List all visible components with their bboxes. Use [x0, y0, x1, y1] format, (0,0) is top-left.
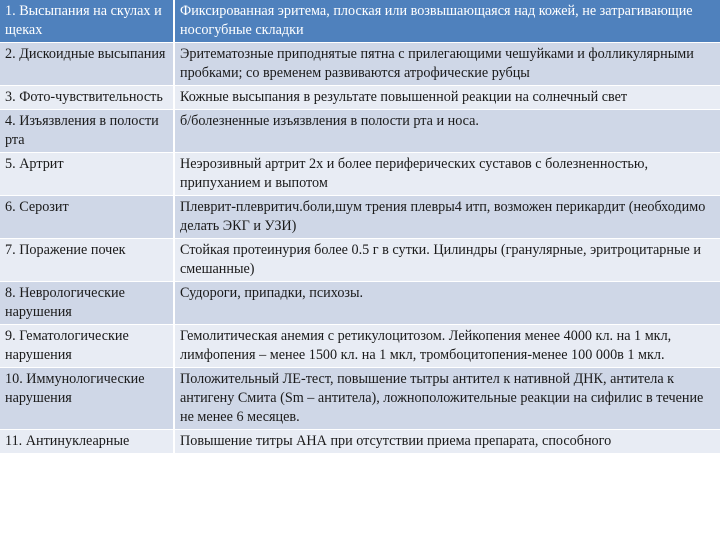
criterion-cell: 10. Иммунологические нарушения: [0, 368, 174, 430]
criterion-cell: 2. Дискоидные высыпания: [0, 43, 174, 86]
description-cell: Положительный ЛЕ-тест, повышение тытры антител к нативной ДНК, антитела к антигену Смита (Sm – антитела), ложноположительные реакции на сифилис в течение не менее 6 месяцев.: [174, 368, 720, 430]
table-row: [0, 430, 720, 454]
criterion-cell: 1. Высыпания на скулах и щеках: [0, 0, 174, 43]
table-row: [0, 239, 720, 282]
criterion-cell: 5. Артрит: [0, 153, 174, 196]
criterion-cell: 3. Фото-чувствительность: [0, 86, 174, 110]
table-row: [0, 86, 720, 110]
table-row: [0, 325, 720, 368]
table-row: [0, 0, 720, 43]
description-cell: б/болезненные изъязвления в полости рта и носа.: [174, 110, 720, 153]
table-row: [0, 282, 720, 325]
description-cell: Гемолитическая анемия с ретикулоцитозом. Лейкопения менее 4000 кл. на 1 мкл, лимфопения – менее 1500 кл. на 1 мкл, тромбоцитопения-менее 100 000в 1 мкл.: [174, 325, 720, 368]
table-row: [0, 368, 720, 430]
description-cell: Плеврит-плевритич.боли,шум трения плевры4 итп, возможен перикардит (необходимо делать ЭКГ и УЗИ): [174, 196, 720, 239]
description-cell: Неэрозивный артрит 2х и более периферических суставов с болезненностью, припуханием и выпотом: [174, 153, 720, 196]
criterion-cell: 4. Изъязвления в полости рта: [0, 110, 174, 153]
criterion-cell: 11. Антинуклеарные: [0, 430, 174, 454]
table-row: [0, 110, 720, 153]
table-row: [0, 196, 720, 239]
description-cell: Фиксированная эритема, плоская или возвышающаяся над кожей, не затрагивающие носогубные складки: [174, 0, 720, 43]
criterion-cell: 9. Гематологические нарушения: [0, 325, 174, 368]
description-cell: Судороги, припадки, психозы.: [174, 282, 720, 325]
description-cell: Эритематозные приподнятые пятна с прилегающими чешуйками и фолликулярными пробками; со временем развиваются атрофические рубцы: [174, 43, 720, 86]
table-row: [0, 153, 720, 196]
description-cell: Стойкая протеинурия более 0.5 г в сутки. Цилиндры (гранулярные, эритроцитарные и смешанные): [174, 239, 720, 282]
description-cell: Повышение титры АНА при отсутствии приема препарата, способного: [174, 430, 720, 454]
criterion-cell: 7. Поражение почек: [0, 239, 174, 282]
criterion-cell: 6. Серозит: [0, 196, 174, 239]
criterion-cell: 8. Неврологические нарушения: [0, 282, 174, 325]
table-row: [0, 43, 720, 86]
description-cell: Кожные высыпания в результате повышенной реакции на солнечный свет: [174, 86, 720, 110]
